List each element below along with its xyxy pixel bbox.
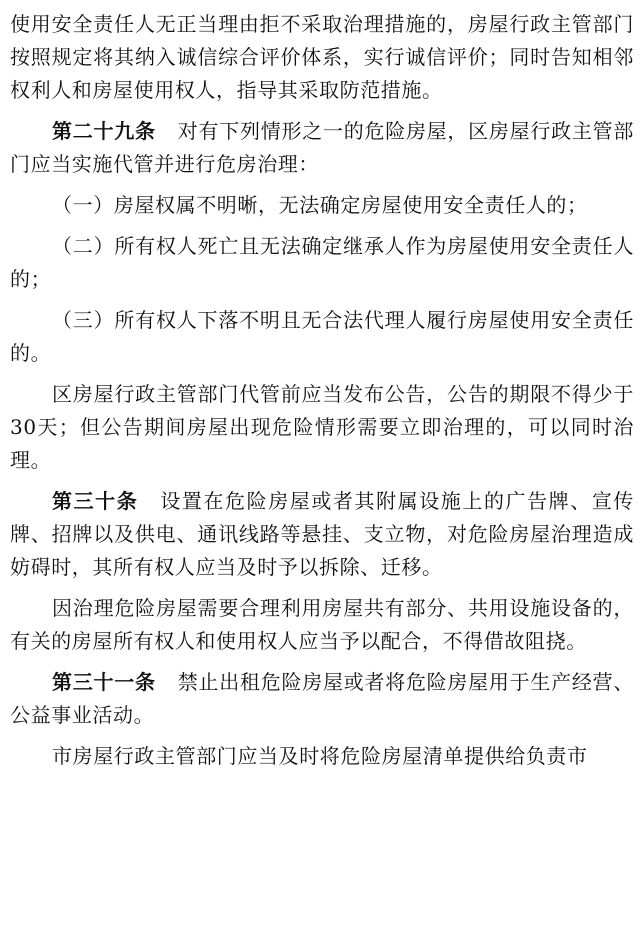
article-30-second-paragraph [10, 592, 634, 658]
article-29-item-1-text: （一）房屋权属不明晰，无法确定房屋使用安全责任人的； [52, 193, 588, 217]
article-30-second-text: 因治理危险房屋需要合理利用房屋共有部分、共用设施设备的，有关的房屋所有权人和使用权人应当予以配合，不得借故阻挠。 [10, 596, 634, 653]
article-29-item-1 [10, 189, 634, 222]
article-29-notice-paragraph [10, 378, 634, 477]
article-31-second-text: 市房屋行政主管部门应当及时将危险房屋清单提供给负责市 [52, 744, 588, 768]
article-30-heading: 第三十条 [52, 489, 139, 513]
article-31-second-paragraph [10, 740, 634, 773]
article-29-item-2 [10, 230, 634, 296]
article-29-heading: 第二十九条 [52, 119, 156, 143]
article-31-text: 禁止出租危险房屋或者将危险房屋用于生产经营、公益事业活动。 [10, 670, 635, 727]
article-29-item-2-text: （二）所有权人死亡且无法确定继承人作为房屋使用安全责任人的； [10, 234, 634, 291]
article-31-heading: 第三十一条 [52, 670, 156, 694]
article-29-text: 对有下列情形之一的危险房屋，区房屋行政主管部门应当实施代管并进行危房治理： [10, 119, 635, 176]
article-29-item-3 [10, 304, 634, 370]
article-30-paragraph [10, 485, 634, 584]
article-31-paragraph [10, 666, 634, 732]
paragraph-1-text: 使用安全责任人无正当理由拒不采取治理措施的，房屋行政主管部门按照规定将其纳入诚信综合评价体系，实行诚信评价；同时告知相邻权利人和房屋使用权人，指导其采取防范措施。 [10, 12, 634, 102]
article-29-item-3-text: （三）所有权人下落不明且无合法代理人履行房屋使用安全责任的。 [10, 308, 634, 365]
article-30-text: 设置在危险房屋或者其附属设施上的广告牌、宣传牌、招牌以及供电、通讯线路等悬挂、支立物，对危险房屋治理造成妨碍时，其所有权人应当及时予以拆除、迁移。 [10, 489, 635, 579]
article-29-paragraph [10, 115, 634, 181]
paragraph-1 [10, 8, 634, 107]
article-29-notice-text: 区房屋行政主管部门代管前应当发布公告，公告的期限不得少于30天；但公告期间房屋出现危险情形需要立即治理的，可以同时治理。 [10, 382, 634, 472]
